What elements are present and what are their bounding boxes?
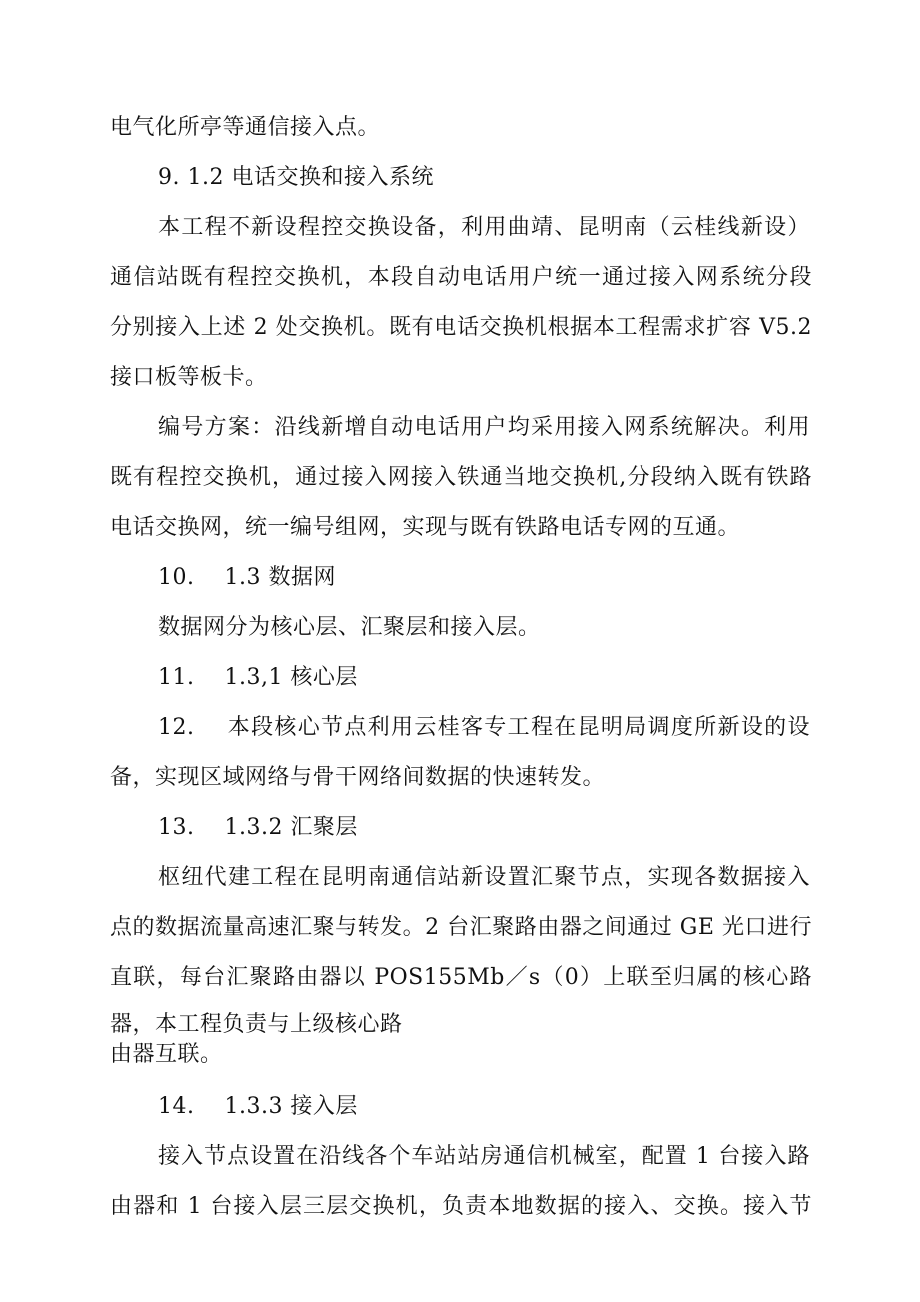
body-text-line: 器，本工程负责与上级核心路: [110, 1012, 403, 1037]
body-text-line: 数据网分为核心层、汇聚层和接入层。: [158, 615, 541, 640]
body-text-line: 通信站既有程控交换机，本段自动电话用户统一通过接入网系统分段: [110, 265, 812, 290]
body-text-line: 直联，每台汇聚路由器以 POS155Mb／s（0）上联至归属的核心路: [110, 965, 812, 990]
body-text-line: 接口板等板卡。: [110, 365, 268, 390]
body-text-line: 接入节点设置在沿线各个车站站房通信机械室，配置 1 台接入路: [158, 1144, 810, 1169]
numbered-paragraph-line: 12. 本段核心节点利用云桂客专工程在昆明局调度所新设的设: [158, 715, 810, 740]
body-text-line: 本工程不新设程控交换设备，利用曲靖、昆明南（云桂线新设）: [158, 215, 810, 240]
section-heading-1-3: 10. 1.3 数据网: [158, 565, 336, 590]
body-text-line: 点的数据流量高速汇聚与转发。2 台汇聚路由器之间通过 GE 光口进行: [110, 915, 812, 940]
body-text-line: 既有程控交换机，通过接入网接入铁通当地交换机,分段纳入既有铁路: [110, 465, 812, 490]
body-text-line: 编号方案：沿线新增自动电话用户均采用接入网系统解决。利用: [158, 415, 810, 440]
section-heading-9-1-2: 9. 1.2 电话交换和接入系统: [158, 165, 434, 190]
section-heading-1-3-2: 13. 1.3.2 汇聚层: [158, 815, 358, 840]
body-text-line: 电气化所亭等通信接入点。: [110, 115, 381, 140]
body-text-line: 电话交换网，统一编号组网，实现与既有铁路电话专网的互通。: [110, 515, 741, 540]
body-text-line: 备，实现区域网络与骨干网络间数据的快速转发。: [110, 765, 606, 790]
body-text-line: 由器互联。: [110, 1042, 223, 1067]
section-heading-1-3-3: 14. 1.3.3 接入层: [158, 1094, 358, 1119]
body-text-line: 由器和 1 台接入层三层交换机，负责本地数据的接入、交换。接入节: [110, 1194, 812, 1219]
body-text-line: 分别接入上述 2 处交换机。既有电话交换机根据本工程需求扩容 V5.2: [110, 315, 812, 340]
body-text-line: 枢纽代建工程在昆明南通信站新设置汇聚节点，实现各数据接入: [158, 865, 810, 890]
section-heading-1-3-1: 11. 1.3,1 核心层: [158, 665, 358, 690]
